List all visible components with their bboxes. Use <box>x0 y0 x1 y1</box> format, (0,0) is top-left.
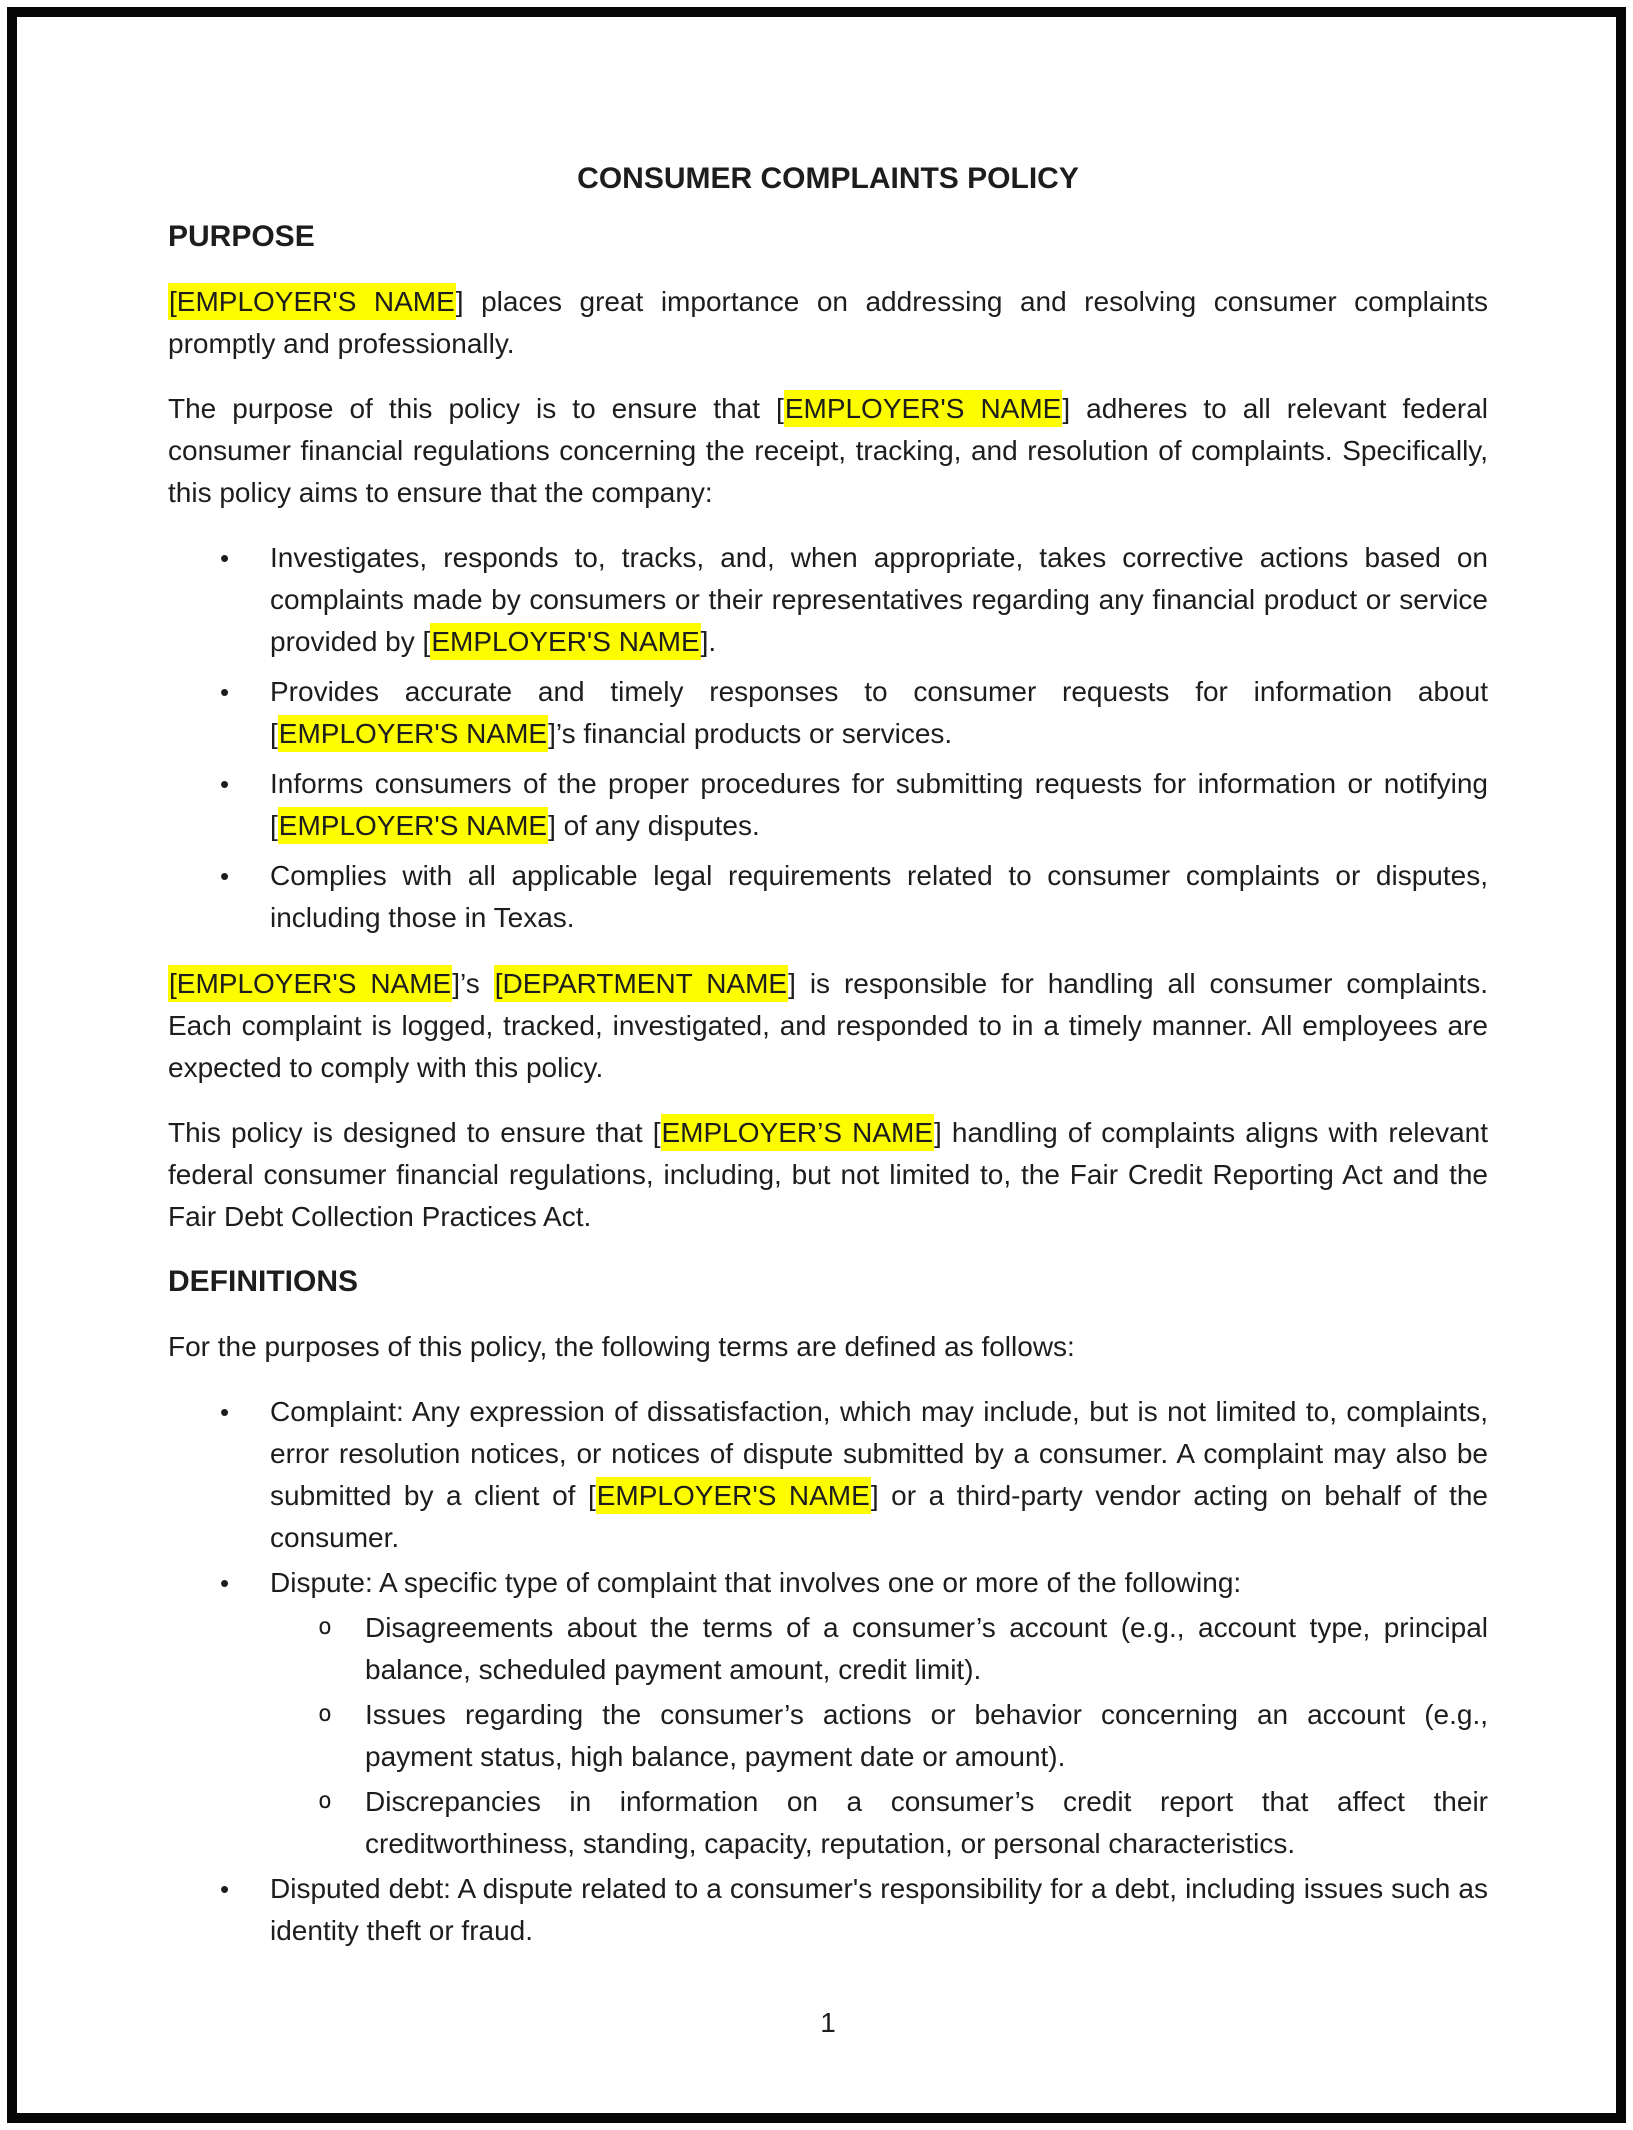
list-item <box>168 763 1488 847</box>
list-item-text: Disputed debt: A dispute related to a consumer's responsibility for a debt, including issues such as identity theft or fraud. <box>270 1873 1488 1946</box>
employer-name-placeholder: EMPLOYER'S NAME <box>278 807 548 844</box>
paragraph-text: For the purposes of this policy, the following terms are defined as follows: <box>168 1331 1075 1362</box>
paragraph-text: The purpose of this policy is to ensure that [ <box>168 393 784 424</box>
purpose-bullet-list <box>168 537 1488 939</box>
list-item <box>168 1562 1488 1604</box>
list-item-text: Informs consumers of the proper procedures for submitting requests for information or notifying [ <box>270 768 1488 841</box>
paragraph-purpose-statement <box>168 388 1488 514</box>
document-title: CONSUMER COMPLAINTS POLICY <box>577 162 1079 195</box>
employer-name-placeholder: [EMPLOYER'S NAME <box>168 965 452 1002</box>
paragraph-text: ] is responsible for handling all consumer complaints. Each complaint is logged, tracked, investigated, and responded to in a timely manner. All employees are expected to comply with this policy. <box>168 968 1488 1083</box>
list-item-text: ]. <box>700 626 717 657</box>
list-item-text: Disagreements about the terms of a consumer’s account (e.g., account type, principal balance, scheduled payment amount, credit limit). <box>365 1612 1488 1685</box>
document-content <box>168 158 1488 1976</box>
employer-name-placeholder: EMPLOYER'S NAME <box>278 715 548 752</box>
sub-list-item <box>168 1781 1488 1865</box>
list-item-text: Complaint: Any expression of dissatisfaction, which may include, but is not limited to, complaints, error resolution notices, or notices of dispute submitted by a consumer. A complaint may also be submitted by a client of [ <box>270 1396 1488 1511</box>
employer-name-placeholder: EMPLOYER'S NAME <box>596 1477 871 1514</box>
list-item-text: Complies with all applicable legal requirements related to consumer complaints or disputes, including those in Texas. <box>270 860 1488 933</box>
employer-name-placeholder: EMPLOYER'S NAME <box>430 623 700 660</box>
employer-name-placeholder: EMPLOYER'S NAME <box>784 390 1063 427</box>
list-item-text: ] or a third-party vendor acting on behalf of the consumer. <box>270 1480 1489 1553</box>
paragraph-text: This policy is designed to ensure that [ <box>168 1117 661 1148</box>
list-item <box>168 671 1488 755</box>
paragraph-purpose-intro <box>168 281 1488 365</box>
list-item-text: ] of any disputes. <box>548 810 760 841</box>
sub-list-item <box>168 1694 1488 1778</box>
list-item <box>168 1868 1488 1952</box>
employer-name-placeholder: [EMPLOYER'S NAME <box>168 283 456 320</box>
list-item-text: ]’s financial products or services. <box>548 718 953 749</box>
department-name-placeholder: [DEPARTMENT NAME <box>494 965 788 1002</box>
paragraph-regulations <box>168 1112 1488 1238</box>
page-number: 1 <box>820 2007 836 2038</box>
paragraph-text: ]’s <box>452 968 494 999</box>
list-item <box>168 537 1488 663</box>
paragraph-text: ] places great importance on addressing and resolving consumer complaints promptly and professionally. <box>168 286 1488 359</box>
list-item <box>168 855 1488 939</box>
list-item <box>168 1391 1488 1559</box>
paragraph-definitions-intro <box>168 1326 1488 1368</box>
list-item-text: Provides accurate and timely responses to consumer requests for information about [ <box>270 676 1488 749</box>
list-item-text: Investigates, responds to, tracks, and, when appropriate, takes corrective actions based on complaints made by consumers or their representatives regarding any financial product or service provided by [ <box>270 542 1488 657</box>
section-heading-definitions: DEFINITIONS <box>168 1265 359 1298</box>
employer-name-placeholder: EMPLOYER’S NAME <box>661 1114 935 1151</box>
paragraph-responsibility <box>168 963 1488 1089</box>
paragraph-text: ] adheres to all relevant federal consumer financial regulations concerning the receipt, tracking, and resolution of complaints. Specifically, this policy aims to ensure that the company: <box>168 393 1489 508</box>
sub-list-item <box>168 1607 1488 1691</box>
section-heading-purpose: PURPOSE <box>168 220 315 253</box>
paragraph-text: ] handling of complaints aligns with relevant federal consumer financial regulations, including, but not limited to, the Fair Credit Reporting Act and the Fair Debt Collection Practices Act. <box>168 1117 1488 1232</box>
list-item-text: Dispute: A specific type of complaint that involves one or more of the following: <box>270 1567 1242 1598</box>
list-item-text: Discrepancies in information on a consumer’s credit report that affect their creditworthiness, standing, capacity, reputation, or personal characteristics. <box>365 1786 1488 1859</box>
list-item-text: Issues regarding the consumer’s actions or behavior concerning an account (e.g., payment status, high balance, payment date or amount). <box>365 1699 1488 1772</box>
definitions-bullet-list <box>168 1391 1488 1952</box>
